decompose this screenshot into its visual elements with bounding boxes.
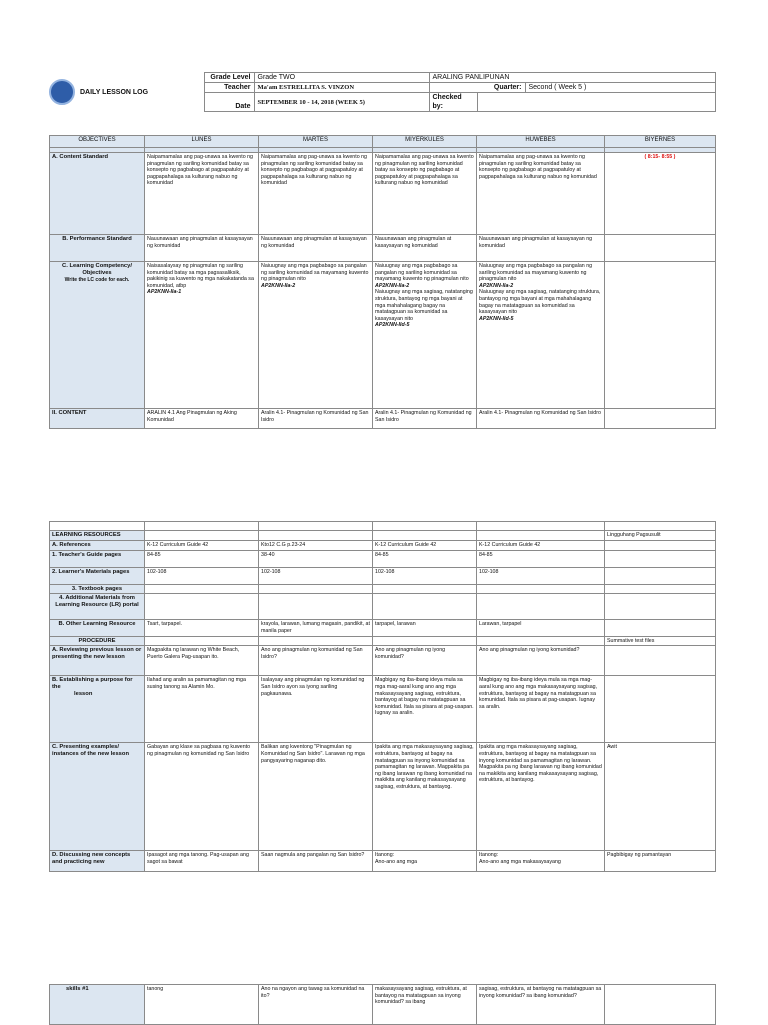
content-huwebes: Aralin 4.1- Pinagmulan ng Komunidad ng San Isidro — [477, 409, 605, 429]
day-header-huwebes: HUWEBES — [477, 136, 605, 148]
references-lunes: K-12 Curriculum Guide 42 — [145, 540, 259, 550]
deped-seal-icon — [49, 79, 75, 105]
competency-martes-text: Naiuugnay ang mga pagbabago sa pangalan ng sariling komunidad sa mayamang kuwento ng pinagmulan nito — [261, 263, 369, 283]
content-row — [50, 409, 716, 429]
teacher-label: Teacher — [204, 83, 254, 93]
discussing-miyerkules-a: Itanong: — [375, 852, 395, 859]
purpose-miyerkules: Magbigay ng iba-ibang ideya mula sa mga mag-aaral kung ano ang mga makasaysayang sagisag, estruktura, bantayog at bagay na matatagpuan sa komunidad. Itala sa pisara at pag-usapan. Iugnay sa aralin. — [373, 676, 477, 743]
reviewing-martes: Ano ang pinagmulan ng komunidad ng San Isidro? — [259, 646, 373, 676]
reviewing-miyerkules: Ano ang pinagmulan ng iyong komunidad? — [373, 646, 477, 676]
presenting-huwebes: Ipakita ang mga makasaysayang sagisag, estruktura, bantayog at bagay na matatagpuan sa inyong komunidad sa pamamagitan ng larawan. Magpakita pa ng ibang larawan ng ibang komunidad na makikita ang kanilang makasaysayang sagisag, estruktura, at bantayog. — [477, 743, 605, 851]
other-resource-lunes: Tsart, tarpapel. — [145, 620, 259, 636]
competency-note: Write the LC code for each. — [64, 276, 130, 283]
content-martes: Aralin 4.1- Pinagmulan ng Komunidad ng San Isidro — [259, 409, 373, 429]
content-miyerkules: Aralin 4.1- Pinagmulan ng Komunidad ng San Isidro — [373, 409, 477, 429]
competency-martes-code: AP2KNN-IIa-2 — [261, 282, 296, 289]
content-standard-huwebes: Naipamamalas ang pag-unawa sa kwento ng pinagmulan ng sariling komunidad batay sa konsepto ng pagbabago at pagpapatuloy at pagpapahalaga sa kulturang nabuo ng komunidad — [477, 153, 605, 235]
day-header-miyerkules: MIYERKULES — [373, 136, 477, 148]
competency-huwebes-code2: AP2KNN-IId-5 — [479, 315, 514, 322]
day-header-biyernes: BIYERNES — [605, 136, 716, 148]
performance-standard-label: B. Performance Standard — [50, 235, 145, 262]
references-martes: Kto12 C.G p.23-24 — [259, 540, 373, 550]
presenting-martes: Balikan ang kwentong "Pinagmulan ng Komunidad ng San Isidro". Larawan ng mga pangyayaring naganap dito. — [259, 743, 373, 851]
other-resource-huwebes: Larawan, tarpapel — [477, 620, 605, 636]
reviewing-lunes: Magpakita ng larawan ng White Beach, Puerto Galera Pag-usapan ito. — [145, 646, 259, 676]
competency-lunes-code: AP2KNN-IIa-1 — [147, 289, 182, 296]
subject-title: ARALING PANLIPUNAN — [429, 73, 715, 83]
day-header-lunes: LUNES — [145, 136, 259, 148]
grade-level-label: Grade Level — [204, 73, 254, 83]
quarter-label: Quarter: — [429, 83, 525, 93]
teachers-guide-lunes: 84-85 — [145, 550, 259, 567]
content-standard-lunes: Naipamamalas ang pag-unawa sa kwento ng pinagmulan ng sariling komunidad batay sa konsepto ng pagbabago at pagpapatuloy at pagpapahalaga sa kulturang nabuo ng komunidad — [145, 153, 259, 235]
presenting-miyerkules: Ipakita ang mga makasaysayang sagisag, estruktura, bantayog at bagay na matatagpuan sa inyong komunidad sa pamamagitan ng larawan. Magpakita pa ng ibang larawan ng ibang komunidad na makikita ang kanilang makasaysayang sagisag, estruktura, at bantayog. — [373, 743, 477, 851]
discussing-label: D. Discussing new concepts and practicing new — [50, 851, 145, 872]
discussing-lunes: Ipasagot ang mga tanong. Pag-usapan ang sagot sa bawat — [145, 851, 259, 872]
content-lunes: ARALIN 4.1 Ang Pinagmulan ng Aking Komunidad — [145, 409, 259, 429]
day-header-martes: MARTES — [259, 136, 373, 148]
purpose-label: B. Establishing a purpose for the — [52, 677, 133, 691]
date-label: Date — [204, 93, 254, 112]
references-label: A. References — [50, 540, 145, 550]
competency-lunes-text: Naisasalaysay ng pinagmulan ng sariling komunidad batay sa mga pagsasaliksik, pakikinig sa kuwento ng mga nakakatanda sa komunidad, atbp — [147, 263, 254, 289]
content-standard-label: A. Content Standard — [50, 153, 145, 235]
competency-huwebes-code: AP2KNN-IIa-2 — [479, 282, 514, 289]
performance-standard-row — [50, 235, 716, 262]
discussing-miyerkules-b: Ano-ano ang mga — [375, 858, 418, 865]
checked-by-value — [477, 93, 715, 112]
discussing-martes: Saan nagmula ang pangalan ng San Isidro? — [259, 851, 373, 872]
discussing-biyernes: Pagbibigay ng pamantayan — [605, 851, 716, 872]
competency-miyerkules-code2: AP2KNN-IId-5 — [375, 322, 410, 329]
competency-miyerkules-code: AP2KNN-IIa-2 — [375, 282, 410, 289]
performance-standard-miyerkules: Nauunawaan ang pinagmulan at kasaysayan ng komunidad — [373, 235, 477, 262]
additional-materials-label: 4. Additional Materials from Learning Resource (LR) portal — [50, 594, 145, 620]
learners-materials-miyerkules: 102-108 — [373, 567, 477, 584]
content-standard-row — [50, 153, 716, 235]
presenting-label: C. Presenting examples/ instances of the new lesson — [50, 743, 145, 851]
competency-label: C. Learning Competency/ Objectives — [62, 263, 132, 276]
objectives-table — [49, 135, 716, 429]
skills-martes: Ano na ngayon ang tawag sa komunidad na ito? — [259, 985, 373, 1025]
performance-standard-huwebes: Nauunawaan ang pinagmulan at kasaysayan ng komunidad — [477, 235, 605, 262]
learners-materials-martes: 102-108 — [259, 567, 373, 584]
logo-cell — [49, 73, 204, 112]
reviewing-label: A. Reviewing previous lesson or presenting the new lesson — [50, 646, 145, 676]
date-value: SEPTEMBER 10 - 14, 2018 (WEEK 5) — [254, 93, 429, 112]
skills-miyerkules: makasaysayang sagisag, estruktura, at bantayog na matatagpuan sa inyong komunidad? sa ibang — [373, 985, 477, 1025]
purpose-martes: Isalaysay ang pinagmulan ng komunidad ng San Isidro ayon sa iyong sariling pagkaunawa. — [259, 676, 373, 743]
references-miyerkules: K-12 Curriculum Guide 42 — [373, 540, 477, 550]
friday-time: ( 8:15- 8:55 ) — [644, 154, 676, 160]
learners-materials-label: 2. Learner's Materials pages — [50, 567, 145, 584]
skills-huwebes: sagisag, estruktura, at bantayog na matatagpuan sa inyong komunidad? sa ibang komunidad? — [477, 985, 605, 1025]
teacher-value: Ma'am ESTRELLITA S. VINZON — [254, 83, 429, 93]
skills-table — [49, 984, 716, 1025]
content-standard-miyerkules: Naipamamalas ang pag-unawa sa kwento ng pinagmulan ng sariling komunidad batay sa konsepto ng pagbabago at pagpapatuloy at pagpapahalaga sa kulturang nabuo ng komunidad — [373, 153, 477, 235]
competency-huwebes-text2: Naiuugnay ang mga sagisag, natatanging struktura, bantayog ng mga bayani at mga mahahalagang bagay na matatagpuan sa komunidad sa kasaysayan nito — [479, 289, 601, 316]
presenting-lunes: Gabayan ang klase sa pagbasa ng kuwento ng pinagmulan ng komunidad ng San Isidro — [145, 743, 259, 851]
content-label: II. CONTENT — [50, 409, 145, 429]
dll-header — [49, 72, 716, 112]
purpose-lunes: Ilahad ang aralin sa pamamagitan ng mga susing tanong sa Alamin Mo. — [145, 676, 259, 743]
learning-resources-label: LEARNING RESOURCES — [50, 531, 145, 541]
discussing-huwebes-a: Itanong: — [479, 852, 499, 859]
competency-miyerkules-text2: Naiuugnay ang mga sagisag, natatanging struktura, bantayog ng mga bayani at mga mahahalagang bagay na matatagpuan sa komunidad sa kasaysayan nito — [375, 289, 473, 322]
reviewing-huwebes: Ano ang pinagmulan ng iyong komunidad? — [477, 646, 605, 676]
checked-by-label: Checked by: — [429, 93, 477, 112]
resources-table — [49, 521, 716, 872]
learners-materials-huwebes: 102-108 — [477, 567, 605, 584]
competency-miyerkules-text: Naiuugnay ang mga pagbabago sa pangalan ng sariling komunidad sa mayamang kuwento ng pinagmulan nito — [375, 263, 469, 283]
objectives-header: OBJECTIVES — [50, 136, 145, 148]
skills-label: skills #1 — [50, 985, 145, 1025]
content-standard-martes: Naipamamalas ang pag-unawa sa kwento ng pinagmulan ng sariling komunidad batay sa konsepto ng pagbabago at pagpapatuloy at pagpapahalaga sa kulturang nabuo ng komunidad — [259, 153, 373, 235]
teachers-guide-miyerkules: 84-85 — [373, 550, 477, 567]
references-huwebes: K-12 Curriculum Guide 42 — [477, 540, 605, 550]
discussing-huwebes-b: Ano-ano ang mga makasaysayang — [479, 858, 561, 865]
competency-row — [50, 262, 716, 409]
performance-standard-lunes: Nauunawaan ang pinagmulan at kasaysayan ng komunidad — [145, 235, 259, 262]
purpose-huwebes: Magbigay ng iba-ibang ideya mula sa mga mag-aaral kung ano ang mga makasaysayang sagisag, estruktura, bantayog at bagay na matatagpuan sa komunidad. Itala sa pisara at pag-usapan. Iugnay sa aralin. — [477, 676, 605, 743]
procedure-label: PROCEDURE — [50, 636, 145, 646]
weekly-test-label: Lingguhang Pagsusulit — [605, 531, 716, 541]
presenting-biyernes: Awit — [605, 743, 716, 851]
learners-materials-lunes: 102-108 — [145, 567, 259, 584]
competency-huwebes-text: Naiuugnay ang mga pagbabago sa pangalan ng sariling komunidad sa mayamang kuwento ng pinagmulan nito — [479, 263, 593, 283]
purpose-label-cont: lesson — [74, 690, 93, 697]
other-resource-miyerkules: tarpapel, larawan — [373, 620, 477, 636]
logo-title: DAILY LESSON LOG — [80, 88, 149, 96]
other-resource-martes: krayola, larawan, lumang magasin, pandikit, at manila paper — [259, 620, 373, 636]
grade-level-value: Grade TWO — [254, 73, 429, 83]
skills-lunes: tanong — [145, 985, 259, 1025]
other-resource-label: B. Other Learning Resource — [50, 620, 145, 636]
textbook-label: 3. Textbook pages — [50, 584, 145, 594]
teachers-guide-huwebes: 84-85 — [477, 550, 605, 567]
quarter-value: Second ( Week 5 ) — [525, 83, 715, 93]
teachers-guide-label: 1. Teacher's Guide pages — [50, 550, 145, 567]
teachers-guide-martes: 38-40 — [259, 550, 373, 567]
performance-standard-martes: Nauunawaan ang pinagmulan at kasaysayan ng komunidad — [259, 235, 373, 262]
procedure-biyernes: Summative test files — [605, 636, 716, 646]
